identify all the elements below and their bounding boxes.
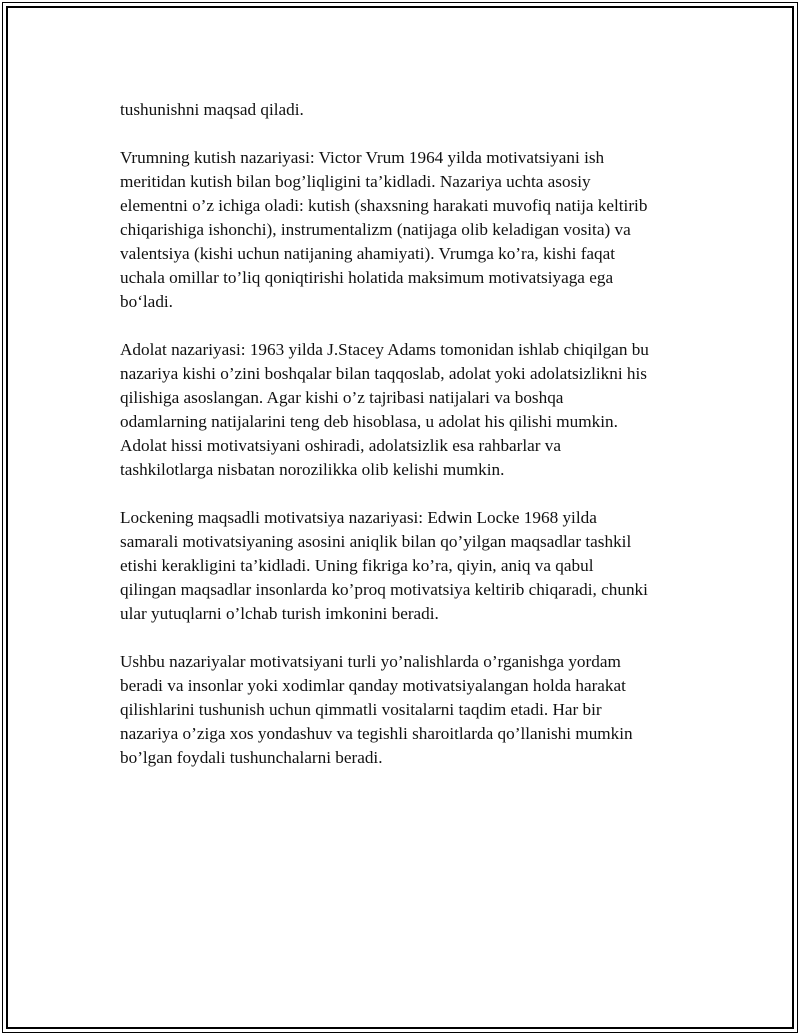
paragraph-vroom-expectancy-theory (120, 146, 710, 314)
text-line: uchala omillar to’liq qoniqtirishi holatida maksimum motivatsiyaga ega (120, 268, 614, 287)
text-line: nazariya kishi o’zini boshqalar bilan taqqoslab, adolat yoki adolatsizlikni his (120, 364, 647, 383)
text-line: Adolat hissi motivatsiyani oshiradi, adolatsizlik esa rahbarlar va (120, 436, 562, 455)
text-line: bo’lgan foydali tushunchalarni beradi. (120, 748, 383, 767)
text-line: Vrumning kutish nazariyasi: Victor Vrum 1964 yilda motivatsiyani ish (120, 148, 605, 167)
text-line: chiqarishiga ishonchi), instrumentalizm (natijaga olib keladigan vosita) va (120, 220, 631, 239)
text-line: Lockening maqsadli motivatsiya nazariyasi: Edwin Locke 1968 yilda (120, 508, 597, 527)
document-page (6, 6, 794, 1029)
text-line: qilingan maqsadlar insonlarda ko’proq motivatsiya keltirib chiqaradi, chunki (120, 580, 648, 599)
text-line: Adolat nazariyasi: 1963 yilda J.Stacey Adams tomonidan ishlab chiqilgan bu (120, 340, 649, 359)
text-line: odamlarning natijalarini teng deb hisoblasa, u adolat his qilishi mumkin. (120, 412, 618, 431)
paragraph-1 (120, 98, 710, 122)
text-line: elementni o’z ichiga oladi: kutish (shaxsning harakati muvofiq natija keltirib (120, 196, 648, 215)
text-line: Ushbu nazariyalar motivatsiyani turli yo’nalishlarda o’rganishga yordam (120, 652, 621, 671)
text-line: qilishlarini tushunish uchun qimmatli vositalarni taqdim etadi. Har bir (120, 700, 602, 719)
text-line: tashkilotlarga nisbatan norozilikka olib kelishi mumkin. (120, 460, 505, 479)
document-body (120, 98, 710, 794)
text-line: samarali motivatsiyaning asosini aniqlik bilan qo’yilgan maqsadlar tashkil (120, 532, 632, 551)
text-line: meritidan kutish bilan bog’liqligini ta’kidladi. Nazariya uchta asosiy (120, 172, 591, 191)
text-line: nazariya o’ziga xos yondashuv va tegishli sharoitlarda qo’llanishi mumkin (120, 724, 633, 743)
text-line: valentsiya (kishi uchun natijaning ahamiyati). Vrumga ko’ra, kishi faqat (120, 244, 616, 263)
text-line: beradi va insonlar yoki xodimlar qanday motivatsiyalangan holda harakat (120, 676, 626, 695)
text-line: bo‘ladi. (120, 292, 173, 311)
text-line: tushunishni maqsad qiladi. (120, 100, 304, 119)
text-line: qilishiga asoslangan. Agar kishi o’z tajribasi natijalari va boshqa (120, 388, 564, 407)
paragraph-equity-theory (120, 338, 710, 482)
text-line: etishi kerakligini ta’kidladi. Uning fikriga ko’ra, qiyin, aniq va qabul (120, 556, 594, 575)
paragraph-conclusion (120, 650, 710, 770)
paragraph-goal-setting-theory (120, 506, 710, 626)
text-line: ular yutuqlarni o’lchab turish imkonini beradi. (120, 604, 439, 623)
